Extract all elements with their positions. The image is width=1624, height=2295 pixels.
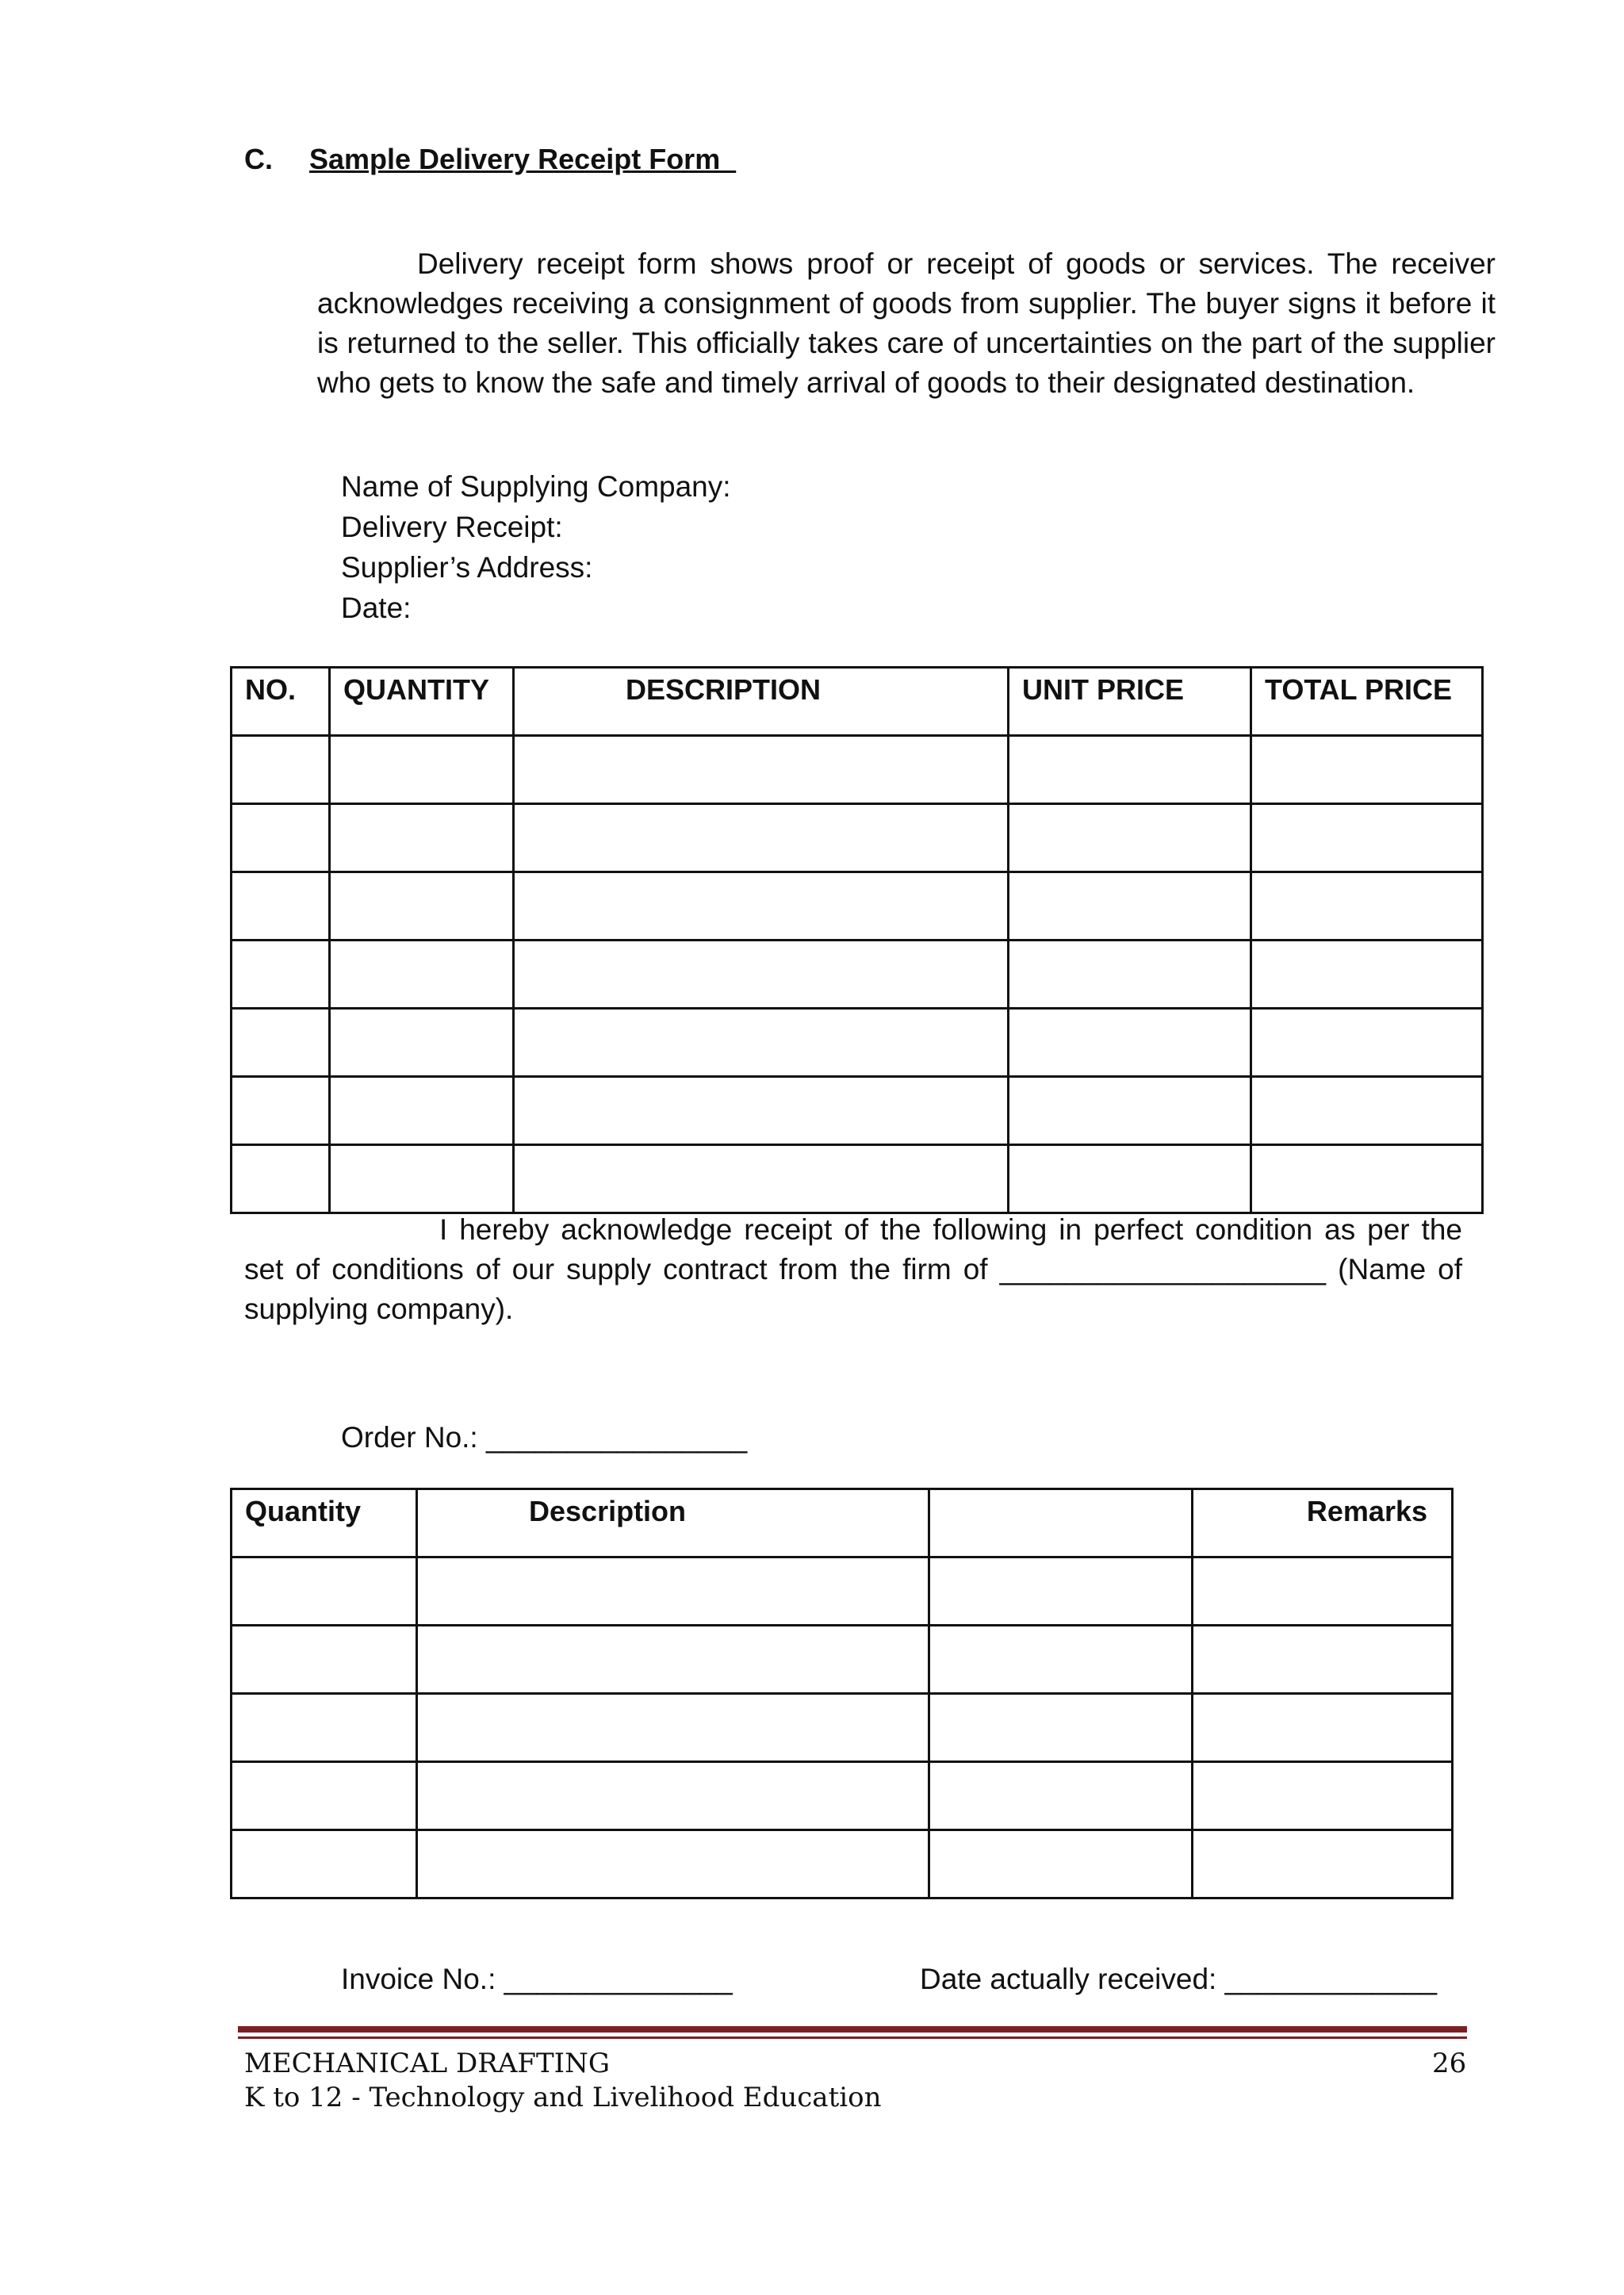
cell[interactable] <box>417 1557 929 1626</box>
field-address-label: Supplier’s Address: <box>341 551 593 584</box>
cell[interactable] <box>1251 736 1483 804</box>
col-header-no: NO. <box>232 668 330 736</box>
cell[interactable] <box>330 941 514 1009</box>
field-date-label: Date: <box>341 592 412 624</box>
col-header-total-price: TOTAL PRICE <box>1251 668 1483 736</box>
cell[interactable] <box>417 1830 929 1898</box>
col-header-remarks: Remarks <box>1193 1489 1453 1557</box>
cell[interactable] <box>232 941 330 1009</box>
table-row <box>232 941 1483 1009</box>
cell[interactable] <box>1193 1762 1453 1830</box>
invoice-no-field[interactable]: Invoice No.: ______________ <box>341 1963 733 1995</box>
col-header-description: Description <box>417 1489 929 1557</box>
table-row <box>232 1694 1453 1762</box>
footer-program: K to 12 - Technology and Livelihood Education <box>244 2082 882 2113</box>
section-letter: C. <box>244 143 273 175</box>
cell[interactable] <box>330 804 514 872</box>
cell[interactable] <box>514 1145 1009 1213</box>
cell[interactable] <box>232 736 330 804</box>
page-number: 26 <box>1432 2048 1467 2079</box>
date-received-field[interactable]: Date actually received: _____________ <box>920 1963 1438 1995</box>
cell[interactable] <box>1193 1626 1453 1694</box>
cell[interactable] <box>1251 804 1483 872</box>
cell[interactable] <box>1251 1009 1483 1077</box>
cell[interactable] <box>1009 1145 1251 1213</box>
footer-rule-thick <box>238 2026 1467 2033</box>
cell[interactable] <box>1009 941 1251 1009</box>
cell[interactable] <box>232 1557 417 1626</box>
table-row <box>232 804 1483 872</box>
cell[interactable] <box>1193 1557 1453 1626</box>
cell[interactable] <box>514 941 1009 1009</box>
cell[interactable] <box>929 1557 1193 1626</box>
cell[interactable] <box>417 1762 929 1830</box>
cell[interactable] <box>514 872 1009 941</box>
cell[interactable] <box>514 804 1009 872</box>
col-header-quantity: Quantity <box>232 1489 417 1557</box>
cell[interactable] <box>1193 1694 1453 1762</box>
table-row <box>232 1762 1453 1830</box>
cell[interactable] <box>232 1145 330 1213</box>
items-table <box>230 666 1484 1214</box>
field-receipt-label: Delivery Receipt: <box>341 511 563 543</box>
order-table-header <box>232 1489 1453 1557</box>
cell[interactable] <box>330 1145 514 1213</box>
cell[interactable] <box>232 1762 417 1830</box>
cell[interactable] <box>232 1077 330 1145</box>
cell[interactable] <box>929 1762 1193 1830</box>
table-row <box>232 1830 1453 1898</box>
items-table-header <box>232 668 1483 736</box>
cell[interactable] <box>1009 1077 1251 1145</box>
acknowledgement-paragraph: I hereby acknowledge receipt of the following in perfect condition as per the set of conditions of our supply contract from the firm of ____________________ (Name of supplying company). <box>244 1213 1462 1325</box>
cell[interactable] <box>232 1009 330 1077</box>
cell[interactable] <box>1009 1009 1251 1077</box>
cell[interactable] <box>232 804 330 872</box>
cell[interactable] <box>232 1694 417 1762</box>
order-table <box>230 1488 1454 1899</box>
table-row <box>232 736 1483 804</box>
cell[interactable] <box>330 736 514 804</box>
cell[interactable] <box>929 1626 1193 1694</box>
table-row <box>232 1009 1483 1077</box>
cell[interactable] <box>417 1626 929 1694</box>
cell[interactable] <box>514 1077 1009 1145</box>
cell[interactable] <box>929 1694 1193 1762</box>
col-header-quantity: QUANTITY <box>330 668 514 736</box>
table-row <box>232 1145 1483 1213</box>
cell[interactable] <box>1251 941 1483 1009</box>
cell[interactable] <box>232 1830 417 1898</box>
cell[interactable] <box>1009 804 1251 872</box>
footer-course-title: MECHANICAL DRAFTING <box>244 2048 611 2079</box>
cell[interactable] <box>330 872 514 941</box>
section-title: Sample Delivery Receipt Form <box>309 143 737 175</box>
cell[interactable] <box>330 1009 514 1077</box>
table-row <box>232 1626 1453 1694</box>
cell[interactable] <box>1009 736 1251 804</box>
cell[interactable] <box>1251 1077 1483 1145</box>
col-header-unit-price: UNIT PRICE <box>1009 668 1251 736</box>
supplier-fields <box>341 466 731 628</box>
cell[interactable] <box>1251 872 1483 941</box>
table-row <box>232 872 1483 941</box>
table-row <box>232 1077 1483 1145</box>
cell[interactable] <box>1251 1145 1483 1213</box>
cell[interactable] <box>232 872 330 941</box>
intro-paragraph: Delivery receipt form shows proof or receipt of goods or services. The receiver acknowledges receiving a consignment of goods from supplier. The buyer signs it before it is returned to the seller. This officially takes care of uncertainties on the part of the supplier who gets to know the safe and timely arrival of goods to their designated destination. <box>317 247 1496 399</box>
cell[interactable] <box>1193 1830 1453 1898</box>
cell[interactable] <box>514 1009 1009 1077</box>
cell[interactable] <box>330 1077 514 1145</box>
cell[interactable] <box>514 736 1009 804</box>
field-company-label: Name of Supplying Company: <box>341 470 731 503</box>
col-header-description: DESCRIPTION <box>514 668 1009 736</box>
cell[interactable] <box>232 1626 417 1694</box>
order-no-field[interactable]: Order No.: ________________ <box>341 1421 748 1454</box>
cell[interactable] <box>417 1694 929 1762</box>
cell[interactable] <box>929 1830 1193 1898</box>
cell[interactable] <box>1009 872 1251 941</box>
table-row <box>232 1557 1453 1626</box>
footer-rule-thin <box>238 2036 1467 2039</box>
col-header-blank <box>929 1489 1193 1557</box>
